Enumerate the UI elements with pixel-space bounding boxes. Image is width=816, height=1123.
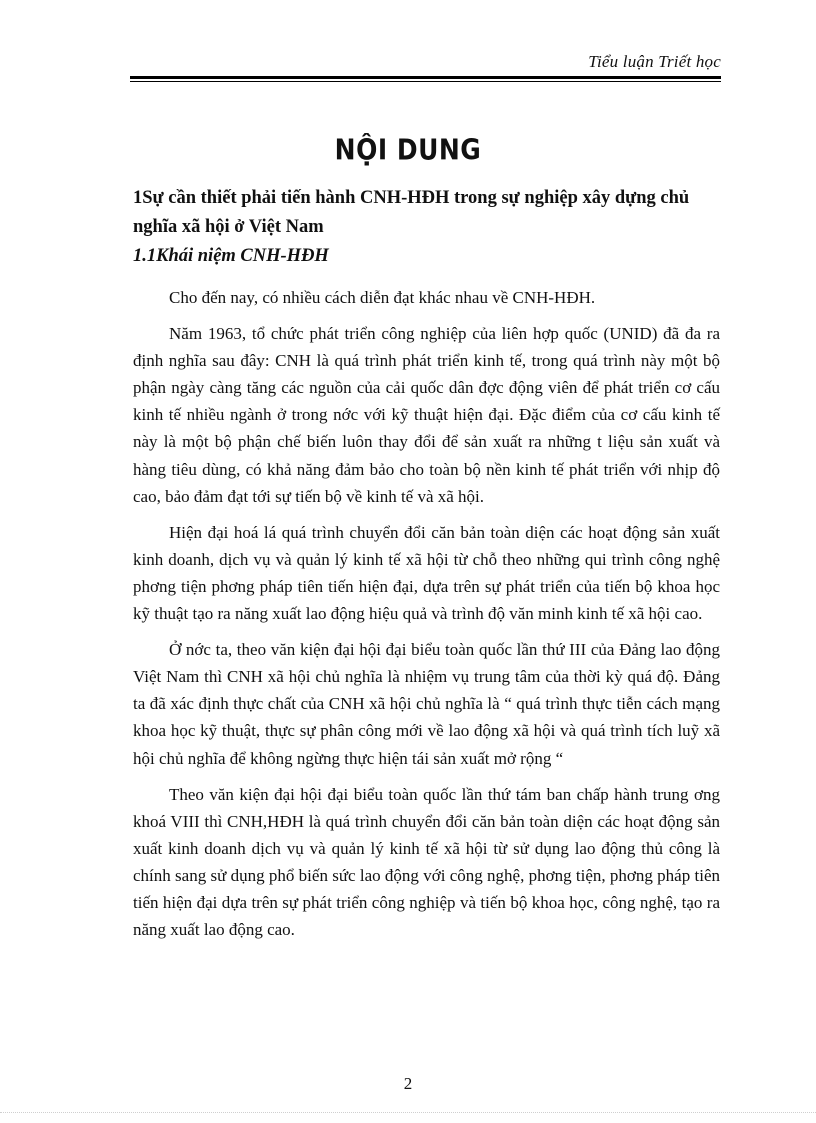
section-heading: 1Sự cần thiết phải tiến hành CNH-HĐH trong sự nghiệp xây dựng chủ nghĩa xã hội ở Việt Nam [133,188,690,237]
paragraph: Theo văn kiện đại hội đại biểu toàn quốc lần thứ tám ban chấp hành trung ơng khoá VIII thì CNH,HĐH là quá trình chuyển đổi căn bản toàn diện các hoạt động sản xuất kinh doanh dịch vụ và quản lý kinh tế xã hội từ sử dụng lao động thủ công là chính sang sử dụng phổ biến sức lao động với công nghệ, phơng tiện, phơng pháp tiên tiến hiện đại dựa trên sự phát triển công nghiệp và tiến bộ khoa học, công nghệ, tạo ra năng xuất lao động cao. [133,784,720,940]
subsection-heading: 1.1Khái niệm CNH-HĐH [133,246,329,266]
header-rule-thick [130,76,721,79]
paragraph: Cho đến nay, có nhiều cách diễn đạt khác nhau về CNH-HĐH. [169,288,596,307]
page-title: NỘI DUNG [334,132,482,167]
page-bottom-divider [0,1112,816,1113]
running-header-title: Tiểu luận Triết học [588,52,721,71]
header-rule-thin [130,81,721,82]
paragraph: Ở nớc ta, theo văn kiện đại hội đại biểu toàn quốc lần thứ III của Đảng lao động Việt Nam thì CNH xã hội chủ nghĩa là nhiệm vụ trung tâm của thời kỳ quá độ. Đảng ta đã xác định thực chất của CNH xã hội chủ nghĩa là “ quá trình thực tiễn cách mạng khoa học kỹ thuật, thực sự phân công mới về lao động xã hội và quá trình tích luỹ xã hội chủ nghĩa để không ngừng thực hiện tái sản xuất mở rộng “ [133,640,720,768]
page-number: 2 [403,1074,413,1093]
paragraph: Hiện đại hoá lá quá trình chuyển đổi căn bản toàn diện các hoạt động sản xuất kinh doanh, dịch vụ và quản lý kinh tế xã hội từ chỗ theo những qui trình công nghệ phơng tiện phơng pháp tiên tiến hiện đại, dựa trên sự phát triển của tiến bộ khoa học kỹ thuật tạo ra năng xuất lao động hiệu quả và trình độ văn minh kinh tế xã hội cao. [133,522,720,624]
paragraph: Năm 1963, tổ chức phát triển công nghiệp của liên hợp quốc (UNID) đã đa ra định nghĩa sau đây: CNH là quá trình phát triển kinh tế, trong quá trình này một bộ phận ngày càng tăng các nguồn của cải quốc dân đợc động viên để phát triển cơ cấu kinh tế nhiều ngành ở trong nớc với kỹ thuật hiện đại. Đặc điểm của cơ cấu kinh tế này là một bộ phận chế biến luôn thay đổi để sản xuất ra những t liệu sản xuất và hàng tiêu dùng, có khả năng đảm bảo cho toàn bộ nền kinh tế phát triển với nhịp độ cao, bảo đảm đạt tới sự tiến bộ về kinh tế và xã hội. [133,324,720,506]
body-text [133,284,720,952]
